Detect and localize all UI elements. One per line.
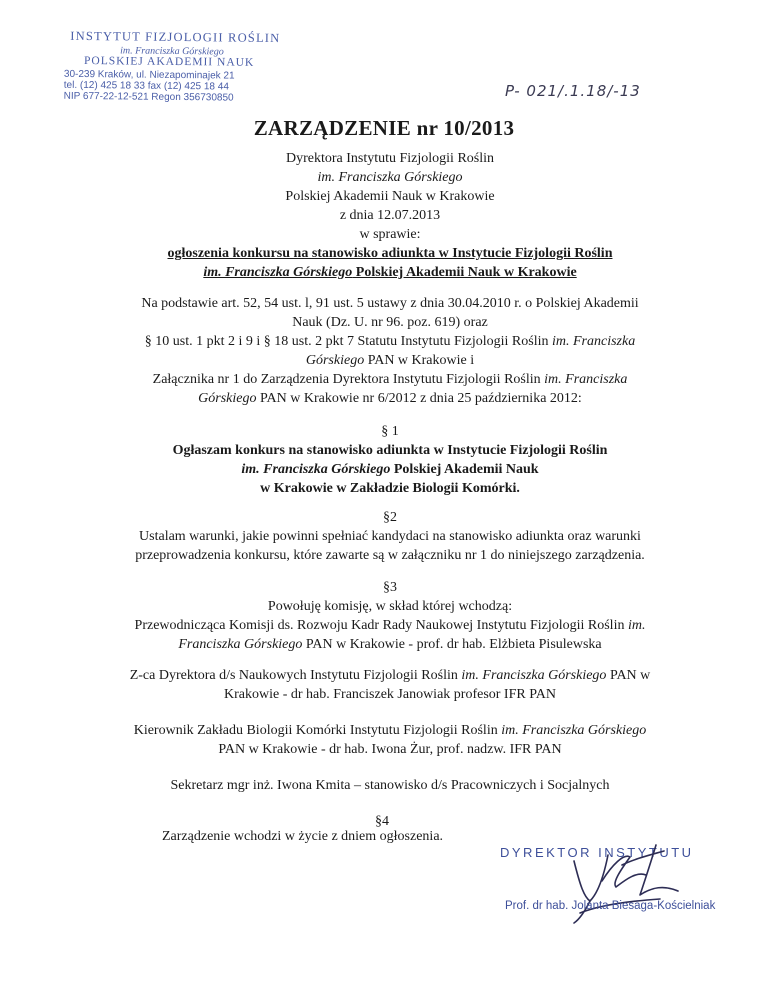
member-line: Krakowie - dr hab. Franciszek Janowiak profesor IFR PAN: [224, 687, 556, 702]
member-patron: im. Franciszka Górskiego: [501, 723, 647, 738]
legal-basis-patron: Górskiego: [198, 391, 257, 406]
member-text: Przewodnicząca Komisji ds. Rozwoju Kadr Rady Naukowej Instytutu Fizjologii Roślin: [134, 618, 628, 633]
stamp-tax-ids: NIP 677-22-12-521 Regon 356730850: [63, 90, 234, 104]
subject-label: w sprawie:: [359, 227, 421, 242]
legal-basis-line: [90, 332, 690, 351]
legal-basis-patron: im. Franciszka: [551, 334, 636, 349]
stamp-phone: tel. (12) 425 18 33 fax (12) 425 18 44: [63, 79, 229, 93]
legal-basis-text: PAN w Krakowie nr 6/2012 z dnia 25 października 2012:: [256, 391, 582, 406]
member-line: [90, 666, 690, 685]
member-patron: Franciszka Górskiego: [178, 637, 303, 652]
member-patron: im.: [627, 618, 646, 633]
section-2-line: Ustalam warunki, jakie powinni spełniać kandydaci na stanowisko adiunkta oraz warunki: [139, 529, 641, 544]
subject-academy: Polskiej Akademii Nauk w Krakowie: [352, 265, 577, 280]
legal-basis-line: Na podstawie art. 52, 54 ust. l, 91 ust. 5 ustawy z dnia 30.04.2010 r. o Polskiej Akademii: [141, 296, 639, 311]
issuer-patron: im. Franciszka Górskiego: [317, 170, 463, 185]
section-1-line: [90, 460, 690, 479]
subject-line-2: [90, 263, 690, 282]
member-line: [90, 721, 690, 740]
legal-basis-line: [90, 351, 690, 370]
document-title: ZARZĄDZENIE nr 10/2013: [253, 116, 515, 140]
issuer-line: Dyrektora Instytutu Fizjologii Roślin: [285, 151, 495, 166]
issue-date: z dnia 12.07.2013: [339, 208, 441, 223]
committee-member-2: [90, 666, 690, 704]
legal-basis-text: Załącznika nr 1 do Zarządzenia Dyrektora Instytutu Fizjologii Roślin: [152, 372, 545, 387]
issuer-block: [90, 149, 690, 282]
section-4-text: Zarządzenie wchodzi w życie z dniem ogłoszenia.: [162, 829, 444, 844]
section-1-line: Ogłaszam konkurs na stanowisko adiunkta w Instytucie Fizjologii Roślin: [172, 443, 608, 458]
committee-member-3: [90, 721, 690, 759]
member-patron: im. Franciszka Górskiego: [461, 668, 607, 683]
legal-basis-patron: im. Franciszka: [544, 372, 628, 387]
director-stamp-title: DYREKTOR INSTYTUTU: [500, 845, 694, 860]
legal-basis-text: § 10 ust. 1 pkt 2 i 9 i § 18 ust. 2 pkt 7 Statutu Instytutu Fizjologii Roślin: [144, 334, 552, 349]
member-text: PAN w Krakowie - prof. dr hab. Elżbieta Pisulewska: [302, 637, 602, 652]
stamp-line: POLSKIEJ AKADEMII NAUK: [83, 55, 255, 69]
legal-basis: [90, 294, 690, 408]
director-name: Prof. dr hab. Jolanta Biesaga-Kościelniak: [505, 900, 716, 912]
stamp-line: im. Franciszka Górskiego: [120, 45, 224, 58]
stamp-line: INSTYTUT FIZJOLOGII ROŚLIN: [70, 28, 281, 46]
member-text: Z-ca Dyrektora d/s Naukowych Instytutu Fizjologii Roślin: [129, 668, 462, 683]
section-1: [90, 422, 690, 498]
committee-member-1: [90, 616, 690, 635]
section-2-line: przeprowadzenia konkursu, które zawarte są w załączniku nr 1 do niniejszego zarządzenia.: [135, 548, 645, 563]
section-mark: §2: [383, 510, 397, 525]
legal-basis-patron: Górskiego: [305, 353, 365, 368]
signature-stroke: [622, 851, 664, 865]
member-line: Sekretarz mgr inż. Iwona Kmita – stanowisko d/s Pracowniczych i Socjalnych: [170, 778, 610, 793]
legal-basis-line: [90, 370, 690, 389]
section-mark: § 1: [381, 424, 399, 439]
section-mark: §4: [375, 814, 389, 829]
section-1-line: w Krakowie w Zakładzie Biologii Komórki.: [260, 481, 520, 496]
issuer-academy: Polskiej Akademii Nauk w Krakowie: [285, 189, 495, 204]
section-3: [90, 578, 690, 654]
section-3-intro: Powołuję komisję, w skład której wchodzą:: [267, 599, 513, 614]
legal-basis-line: [90, 389, 690, 408]
section-mark: §3: [383, 580, 397, 595]
institute-stamp: [64, 29, 295, 104]
legal-basis-text: PAN w Krakowie i: [364, 353, 475, 368]
member-text: Kierownik Zakładu Biologii Komórki Instytutu Fizjologii Roślin: [133, 723, 502, 738]
handwritten-document-number: P- 021/.1.18/-13: [505, 82, 641, 100]
section-2: [90, 508, 690, 565]
subject-line-1: ogłoszenia konkursu na stanowisko adiunkta w Instytucie Fizjologii Roślin: [167, 246, 613, 261]
section-1-text: Polskiej Akademii Nauk: [390, 462, 539, 477]
signature-stroke: [574, 855, 608, 901]
member-text: PAN w: [606, 668, 651, 683]
subject-patron: im. Franciszka Górskiego: [203, 265, 353, 280]
committee-member-1-cont: [90, 635, 690, 654]
committee-member-4: [90, 776, 690, 795]
legal-basis-line: Nauk (Dz. U. nr 96. poz. 619) oraz: [292, 315, 488, 330]
signature-stroke: [602, 856, 646, 887]
section-1-patron: im. Franciszka Górskiego: [241, 462, 391, 477]
stamp-address: 30-239 Kraków, ul. Niezapominajek 21: [63, 68, 235, 82]
member-line: PAN w Krakowie - dr hab. Iwona Żur, prof. nadzw. IFR PAN: [218, 742, 562, 757]
